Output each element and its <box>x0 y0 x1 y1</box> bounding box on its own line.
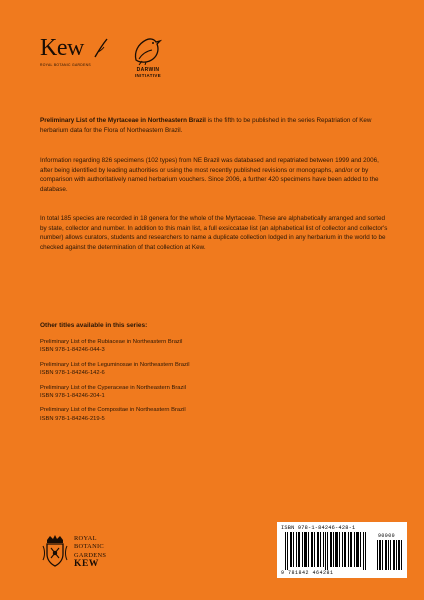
description-paragraph-3: In total 185 species are recorded in 18 genera for the whole of the Myrtaceae. These are alphabetically arranged and sorted by state, collector and number. In addition to this main list, a full exsiccatae list (an alphabetical list of collector and collector's number) allows curators, students and researchers to name a duplicate collection lodged in any herbarium in the world to be checked against the determination of that collection at Kew. <box>40 215 388 251</box>
description-paragraph-1 <box>40 116 390 135</box>
kew-subline: ROYAL BOTANIC GARDENS <box>40 63 91 67</box>
description-paragraph-1-rest: is the fifth to be published in the series Repatriation of Kew herbarium data for the Flora of Northeastern Brazil. <box>40 117 372 134</box>
series-item-isbn: ISBN 978-1-84246-044-3 <box>40 347 105 354</box>
description-paragraph-2: Information regarding 826 specimens (102 types) from NE Brazil was databased and repatriated between 1999 and 2006, after being identified by leading authorities or using the most recently published revisions or monographs, and/or or by comparison with authoritatively named herbarium vouchers. Since 2006, a further 420 specimens have been added to the database. <box>40 157 379 193</box>
other-titles-heading: Other titles available in this series: <box>40 322 148 329</box>
kew-wordmark: Kew <box>40 35 84 61</box>
series-item-title: Preliminary List of the Compositae in Northeastern Brazil <box>40 407 186 414</box>
isbn-number: ISBN 978-1-84246-428-1 <box>281 525 356 531</box>
darwin-initiative-logo <box>128 30 168 84</box>
publisher-line-2: BOTANIC <box>74 543 104 551</box>
royal-crest-icon <box>42 534 68 568</box>
series-item-isbn: ISBN 978-1-84246-219-5 <box>40 415 105 422</box>
series-item-title: Preliminary List of the Rubiaceae in Northeastern Brazil <box>40 339 183 345</box>
ean-digits: 9 781842 464281 <box>281 570 334 576</box>
book-title-lead: Preliminary List of the Myrtaceae in Northeastern Brazil <box>40 117 206 124</box>
series-item <box>40 338 300 355</box>
kew-logo <box>40 36 120 76</box>
publisher-line-3: GARDENS <box>74 551 107 559</box>
series-item-isbn: ISBN 978-1-84246-142-6 <box>40 370 105 377</box>
kew-swoosh-icon <box>94 38 108 58</box>
series-item-isbn: ISBN 978-1-84246-204-1 <box>40 393 105 400</box>
isbn-barcode <box>277 522 407 578</box>
price-addon: 90000 <box>378 533 396 539</box>
darwin-bird-icon <box>128 30 168 66</box>
publisher-line-1: ROYAL <box>74 535 97 542</box>
publisher-line-4: KEW <box>74 559 100 570</box>
series-list <box>40 338 300 429</box>
series-item <box>40 361 300 378</box>
darwin-text-line2: INITIATIVE <box>134 73 162 78</box>
series-item-title: Preliminary List of the Leguminosae in Northeastern Brazil <box>40 361 190 368</box>
series-item-title: Preliminary List of the Cyperaceae in Northeastern Brazil <box>40 384 186 391</box>
series-item <box>40 384 300 401</box>
publisher-wordmark <box>74 535 106 569</box>
series-item <box>40 406 300 423</box>
darwin-text-line1: DARWIN <box>136 67 160 73</box>
